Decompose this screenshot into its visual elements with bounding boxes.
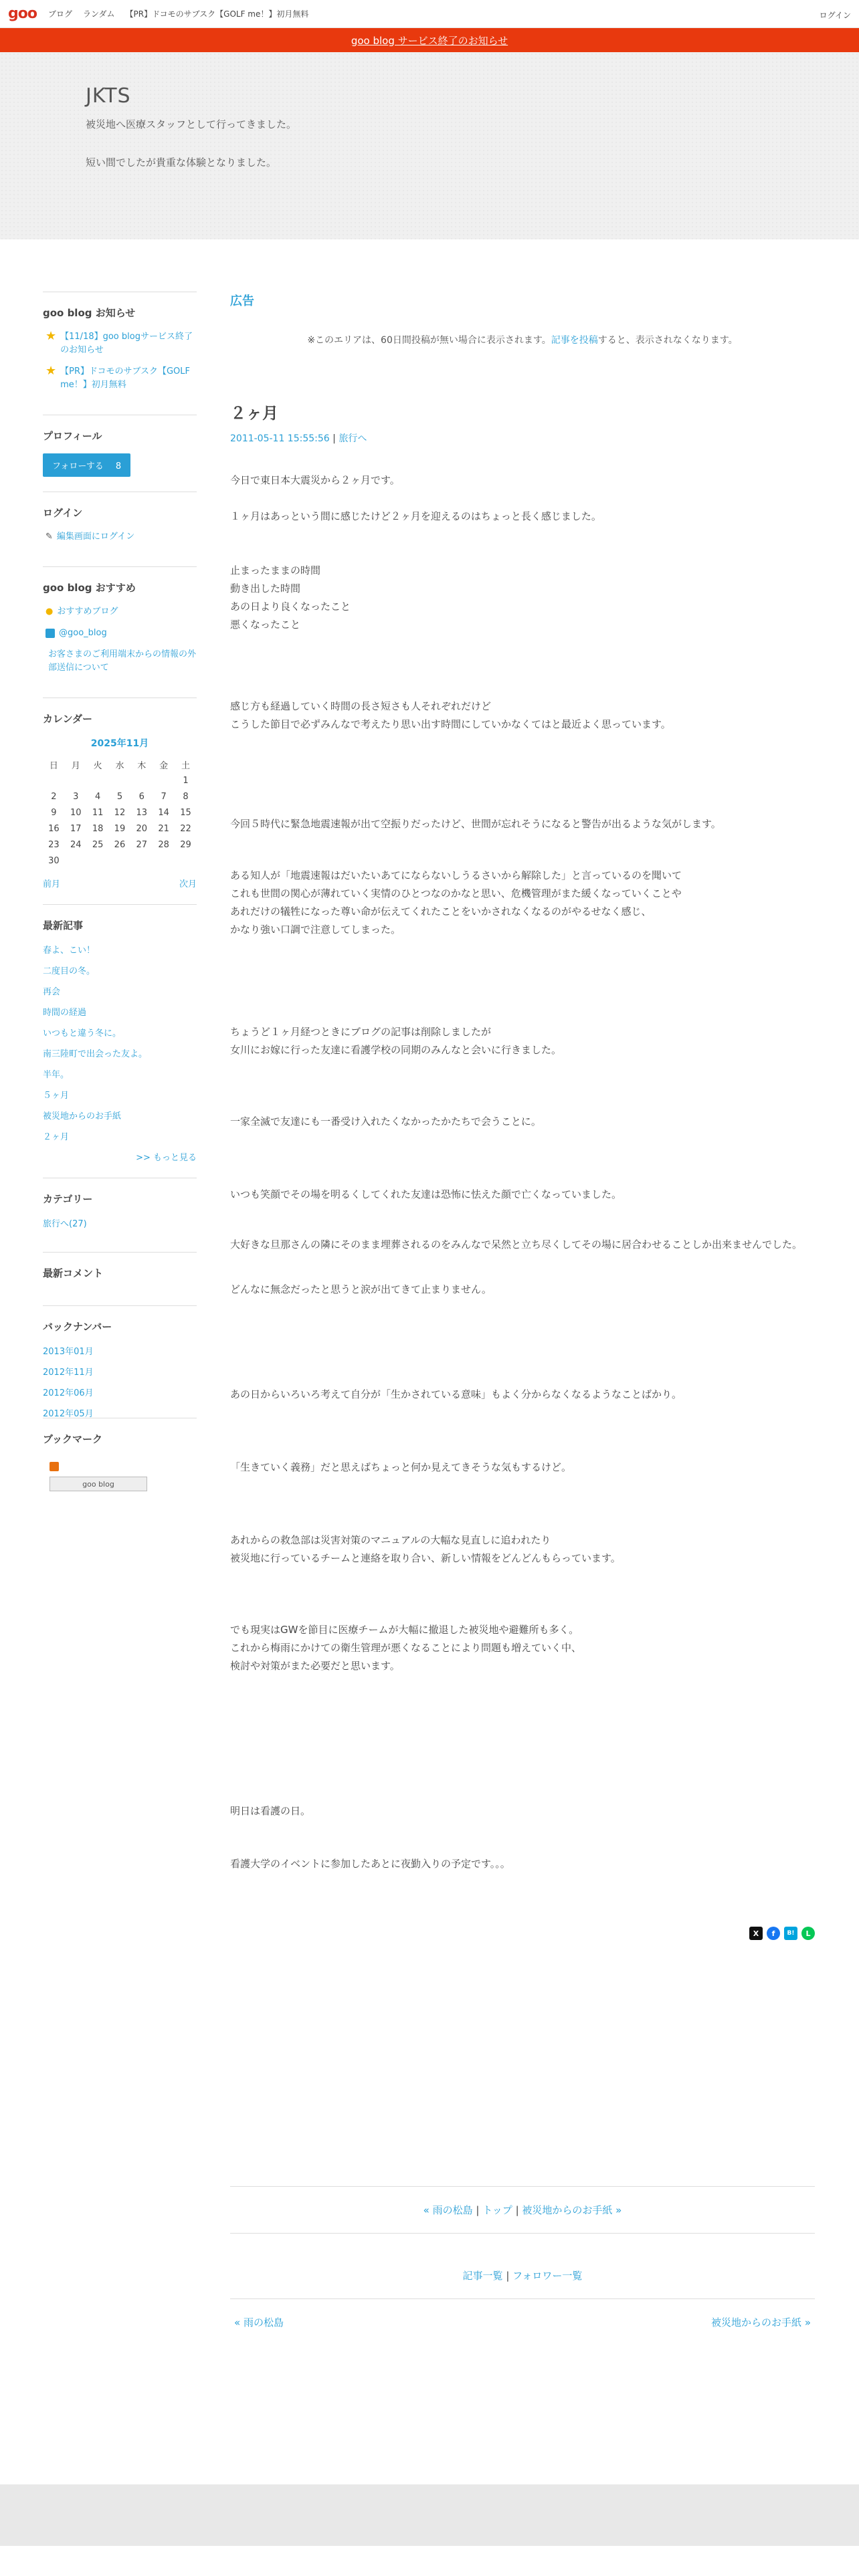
- body-line: 今回５時代に緊急地震速報が出て空振りだったけど、世間が忘れそうになると警告が出るような気がします。: [230, 818, 721, 830]
- calendar-day: [43, 772, 65, 788]
- calendar-section: [43, 697, 197, 904]
- twitter-icon: [45, 629, 55, 638]
- calendar-day: 8: [183, 791, 189, 802]
- service-notice-banner: [0, 28, 859, 52]
- body-line: でも現実はGWを節目に医療チームが大幅に撤退した被災地や避難所も多く。: [230, 1624, 579, 1636]
- goo-logo[interactable]: goo: [8, 5, 37, 22]
- calendar-day: 24: [70, 839, 82, 850]
- category-section: [43, 1178, 197, 1252]
- nav-blog[interactable]: ブログ: [48, 9, 73, 19]
- body-line: こうした節目で必ずみんなで考えたり思い出す時間にしていかなくてはと最近よく思っています。: [230, 718, 671, 730]
- body-line: 感じ方も経過していく時間の長さ短さも人それぞれだけど: [230, 700, 492, 712]
- calendar-day: 16: [48, 823, 60, 834]
- calendar-weekday: 木: [137, 760, 147, 771]
- body-line: あの日からいろいろ考えて自分が「生かされている意味」もよく分からなくなるようなことばかり。: [230, 1388, 682, 1400]
- category-item[interactable]: 旅行へ(27): [43, 1219, 87, 1229]
- body-line: あの日より良くなったこと: [230, 601, 351, 613]
- profile-title: プロフィール: [43, 430, 102, 442]
- calendar-next[interactable]: 次月: [179, 879, 197, 889]
- body-line: 動き出した時間: [230, 582, 301, 595]
- calendar-day: 20: [136, 823, 148, 834]
- recent-article-link[interactable]: 春よ、こい！: [43, 946, 96, 956]
- prev-entry-link[interactable]: « 雨の松島: [234, 2317, 284, 2329]
- calendar-day: 25: [92, 839, 104, 850]
- body-line: これから梅雨にかけての衛生管理が悪くなることにより問題も増えていく中、: [230, 1642, 582, 1654]
- calendar-day: 22: [180, 823, 191, 834]
- calendar-day: 19: [114, 823, 126, 834]
- archive-link[interactable]: 2012年11月: [43, 1368, 94, 1378]
- content-wrap: [0, 292, 859, 2345]
- calendar-day: 10: [70, 807, 82, 818]
- bookmark-section: [43, 1418, 197, 1506]
- body-line: 明日は看護の日。: [230, 1805, 311, 1817]
- body-line: 被災地に行っているチームと連絡を取り合い、新しい情報をどんどんもらっています。: [230, 1552, 621, 1564]
- recent-article-link[interactable]: ２ヶ月: [43, 1132, 70, 1142]
- login-section: [43, 492, 197, 566]
- post-article-link[interactable]: 記事を投稿: [551, 335, 598, 346]
- twitter-label: @goo_blog: [59, 628, 107, 638]
- calendar-day: 30: [48, 855, 60, 866]
- follower-count: 8: [115, 461, 122, 471]
- calendar-day: 18: [92, 823, 104, 834]
- entry-category[interactable]: 旅行へ: [339, 433, 367, 444]
- news-item[interactable]: [43, 365, 197, 392]
- recent-article-link[interactable]: 二度目の冬。: [43, 966, 96, 976]
- recommend-blog-label: おすすめブログ: [57, 607, 118, 617]
- news-title: goo blog お知らせ: [43, 307, 136, 319]
- share-buttons: [230, 1927, 815, 1940]
- recent-article-link[interactable]: 時間の経過: [43, 1008, 87, 1018]
- calendar-day: 29: [180, 839, 191, 850]
- recommend-blog-link[interactable]: [43, 605, 197, 619]
- calendar-day: [153, 853, 175, 869]
- calendar-month[interactable]: 2025年11月: [90, 738, 149, 749]
- ad-title: 広告: [230, 294, 254, 308]
- body-line: 看護大学のイベントに参加したあとに夜勤入りの予定です。。。: [230, 1858, 510, 1870]
- recent-article-link[interactable]: 被災地からのお手紙: [43, 1111, 122, 1121]
- calendar-day: [130, 772, 153, 788]
- category-title: カテゴリー: [43, 1193, 93, 1205]
- body-line: 一家全滅で友達にも一番受け入れたくなかったかたちで会うことに。: [230, 1115, 541, 1128]
- calendar-day: 12: [114, 807, 126, 818]
- body-line: あれだけの犠牲になった尊い命が伝えてくれたことをいかされなくなるのがやるせなく感じ、: [230, 905, 652, 918]
- calendar-day: 3: [73, 791, 79, 802]
- hatena-share-icon[interactable]: B!: [784, 1927, 797, 1940]
- backnumber-section: [43, 1305, 197, 1418]
- body-line: いつも笑顔でその場を明るくしてくれた友達は恐怖に怯えた顔で亡くなっていました。: [230, 1188, 622, 1200]
- calendar-weekday: 土: [181, 760, 191, 771]
- body-line: ある知人が「地震速報はだいたいあてにならないしうるさいから解除した」と言っているのを聞いて: [230, 869, 682, 881]
- blog-description: 被災地へ医療スタッフとして行ってきました。: [86, 118, 297, 130]
- x-share-icon[interactable]: X: [749, 1927, 763, 1940]
- edit-login-link[interactable]: [43, 530, 197, 544]
- calendar-day: 4: [94, 791, 101, 802]
- body-line: 今日で東日本大震災から２ヶ月です。: [230, 474, 400, 486]
- news-item-label: 【11/18】goo blogサービス終了のお知らせ: [60, 332, 193, 355]
- blog-header: [0, 52, 859, 239]
- comments-section: [43, 1252, 197, 1305]
- recent-article-link[interactable]: いつもと違う冬に。: [43, 1029, 122, 1039]
- service-notice-link[interactable]: goo blog サービス終了のお知らせ: [351, 34, 508, 47]
- separator: |: [332, 433, 339, 444]
- calendar-day: 7: [161, 791, 167, 802]
- main-content: [230, 292, 815, 2345]
- calendar-day: 13: [136, 807, 148, 818]
- calendar-day: [109, 853, 131, 869]
- body-line: 悪くなったこと: [230, 619, 301, 631]
- news-item-label: 【PR】ドコモのサブスク【GOLF me！】初月無料: [60, 366, 190, 390]
- recent-article-link[interactable]: 半年。: [43, 1070, 70, 1080]
- calendar-weekday: 金: [159, 760, 169, 771]
- ad-note-text-2: すると、表示されなくなります。: [597, 335, 738, 346]
- nav-pr[interactable]: 【PR】ドコモのサブスク【GOLF me！】初月無料: [125, 9, 309, 19]
- bookmark-title: ブックマーク: [43, 1433, 102, 1445]
- calendar-day: 2: [51, 791, 57, 802]
- rss-icon[interactable]: [50, 1462, 59, 1471]
- nav-random[interactable]: ランダム: [83, 9, 115, 19]
- recent-article-link[interactable]: ５ヶ月: [43, 1091, 70, 1101]
- recent-title: 最新記事: [43, 920, 84, 932]
- calendar-day: 1: [183, 775, 189, 786]
- line-share-icon[interactable]: L: [801, 1927, 815, 1940]
- ad-note-text: ※このエリアは、60日間投稿が無い場合に表示されます。: [307, 335, 551, 346]
- body-line: どんなに無念だったと思うと涙が出てきて止まりません。: [230, 1283, 492, 1295]
- footer: [0, 2484, 859, 2546]
- calendar-day: 23: [48, 839, 60, 850]
- entry-body: [230, 471, 815, 1873]
- star-icon: ★: [45, 329, 57, 343]
- calendar-day: 28: [158, 839, 169, 850]
- calendar-day: 15: [180, 807, 191, 818]
- star-icon: ★: [45, 364, 57, 378]
- pencil-icon: ✎: [45, 532, 53, 542]
- recent-list: [43, 943, 197, 1142]
- top-login-link[interactable]: ログイン: [819, 11, 851, 20]
- more-link[interactable]: >> もっと見る: [136, 1153, 197, 1163]
- backnumber-title: バックナンバー: [43, 1321, 112, 1333]
- body-line: かなり強い口調で注意してしまった。: [230, 924, 401, 936]
- calendar-day: [65, 772, 87, 788]
- calendar-day: 26: [114, 839, 126, 850]
- entry-date[interactable]: 2011-05-11 15:55:56: [230, 433, 330, 444]
- recommend-section: [43, 566, 197, 697]
- body-line: １ヶ月はあっという間に感じたけど２ヶ月を迎えるのはちょっと長く感じました。: [230, 510, 601, 522]
- body-line: ちょうど１ヶ月経つときにブログの記事は削除しましたが: [230, 1026, 492, 1038]
- calendar-nav: [43, 877, 197, 889]
- calendar-weekday: 月: [71, 760, 80, 771]
- calendar-day: [175, 853, 197, 869]
- prev-next-nav: [230, 2299, 815, 2345]
- calendar-day: [87, 772, 109, 788]
- top-nav: [48, 8, 308, 19]
- calendar-day: [153, 772, 175, 788]
- article-list-link[interactable]: 記事一覧: [462, 2270, 503, 2282]
- list-pager: 記事一覧 | フォロワー一覧: [230, 2252, 815, 2299]
- top-bar: [0, 0, 859, 28]
- calendar-day: 14: [158, 807, 169, 818]
- profile-section: [43, 415, 197, 492]
- pager-prev[interactable]: « 雨の松島: [423, 2204, 473, 2216]
- archive-link[interactable]: 2012年05月: [43, 1409, 94, 1419]
- facebook-share-icon[interactable]: f: [767, 1927, 780, 1940]
- calendar-day: [130, 853, 153, 869]
- edit-login-label: 編集画面にログイン: [56, 532, 135, 542]
- calendar-day: 9: [51, 807, 57, 818]
- external-info-link[interactable]: [43, 648, 197, 675]
- body-line: 大好きな旦那さんの隣にそのまま埋葬されるのをみんなで呆然と立ち尽くしてその場に居合わせることしか出来ませんでした。: [230, 1239, 803, 1251]
- recent-section: [43, 904, 197, 1178]
- body-line: あれからの救急部は災害対策のマニュアルの大幅な見直しに追われたり: [230, 1534, 551, 1546]
- calendar-day: 17: [70, 823, 82, 834]
- pager-next[interactable]: 被災地からのお手紙 »: [522, 2204, 622, 2216]
- recent-article-link[interactable]: 再会: [43, 987, 61, 997]
- calendar-day: 27: [136, 839, 148, 850]
- comments-title: 最新コメント: [43, 1267, 104, 1279]
- calendar-weekday: 火: [93, 760, 102, 771]
- follow-label: フォローする: [52, 461, 104, 471]
- follow-button[interactable]: [43, 453, 130, 477]
- recent-article-link[interactable]: 南三陸町で出会った友よ。: [43, 1049, 148, 1059]
- entry-title[interactable]: ２ヶ月: [230, 404, 278, 423]
- calendar-table: [43, 756, 197, 869]
- blog-description-2: 短い間でしたが貴重な体験となりました。: [86, 156, 277, 169]
- calendar-day: [65, 853, 87, 869]
- calendar-day: [109, 772, 131, 788]
- pager-top[interactable]: トップ: [482, 2204, 512, 2216]
- news-item[interactable]: [43, 330, 197, 357]
- body-line: 女川にお嫁に行った友達に看護学校の同期のみんなと会いに行きました。: [230, 1044, 562, 1056]
- recommend-title: goo blog おすすめ: [43, 582, 136, 594]
- calendar-day: 5: [116, 791, 123, 802]
- external-info-label: お客さまのご利用端末からの情報の外部送信について: [48, 649, 197, 673]
- calendar-day: 11: [92, 807, 104, 818]
- next-entry-link[interactable]: 被災地からのお手紙 »: [711, 2317, 811, 2329]
- calendar-day: 6: [138, 791, 145, 802]
- calendar-weekday: 水: [115, 760, 124, 771]
- ad-note: [230, 333, 815, 346]
- lightbulb-icon: ●: [45, 607, 54, 617]
- calendar-day: [87, 853, 109, 869]
- body-line: 「生きていく義務」だと思えばちょっと何か見えてきそうな気もするけど。: [230, 1461, 572, 1473]
- twitter-link[interactable]: [43, 627, 197, 640]
- entry-meta: [230, 431, 815, 445]
- entry-pager: « 雨の松島 | トップ | 被災地からのお手紙 »: [230, 2186, 815, 2234]
- news-section: [43, 292, 197, 415]
- sidebar: [43, 292, 197, 2345]
- body-line: 検討や対策がまた必要だと思います。: [230, 1660, 400, 1672]
- calendar-day: 21: [158, 823, 169, 834]
- calendar-weekday: 日: [49, 760, 58, 771]
- blog-title[interactable]: JKTS: [86, 84, 131, 108]
- follower-list-link[interactable]: フォロワー一覧: [512, 2270, 583, 2282]
- archive-list[interactable]: [43, 1344, 197, 1419]
- login-title: ログイン: [43, 507, 83, 519]
- archive-link[interactable]: 2013年01月: [43, 1347, 94, 1357]
- calendar-title: カレンダー: [43, 713, 93, 725]
- archive-link[interactable]: 2012年06月: [43, 1388, 94, 1398]
- body-line: 止まったままの時間: [230, 564, 321, 576]
- calendar-prev[interactable]: 前月: [43, 879, 61, 889]
- goo-blog-badge[interactable]: goo blog: [50, 1477, 147, 1491]
- body-line: これも世間の関心が薄れていく実情のひとつなのかなと思い、危機管理がまた緩くなっていくことや: [230, 887, 682, 899]
